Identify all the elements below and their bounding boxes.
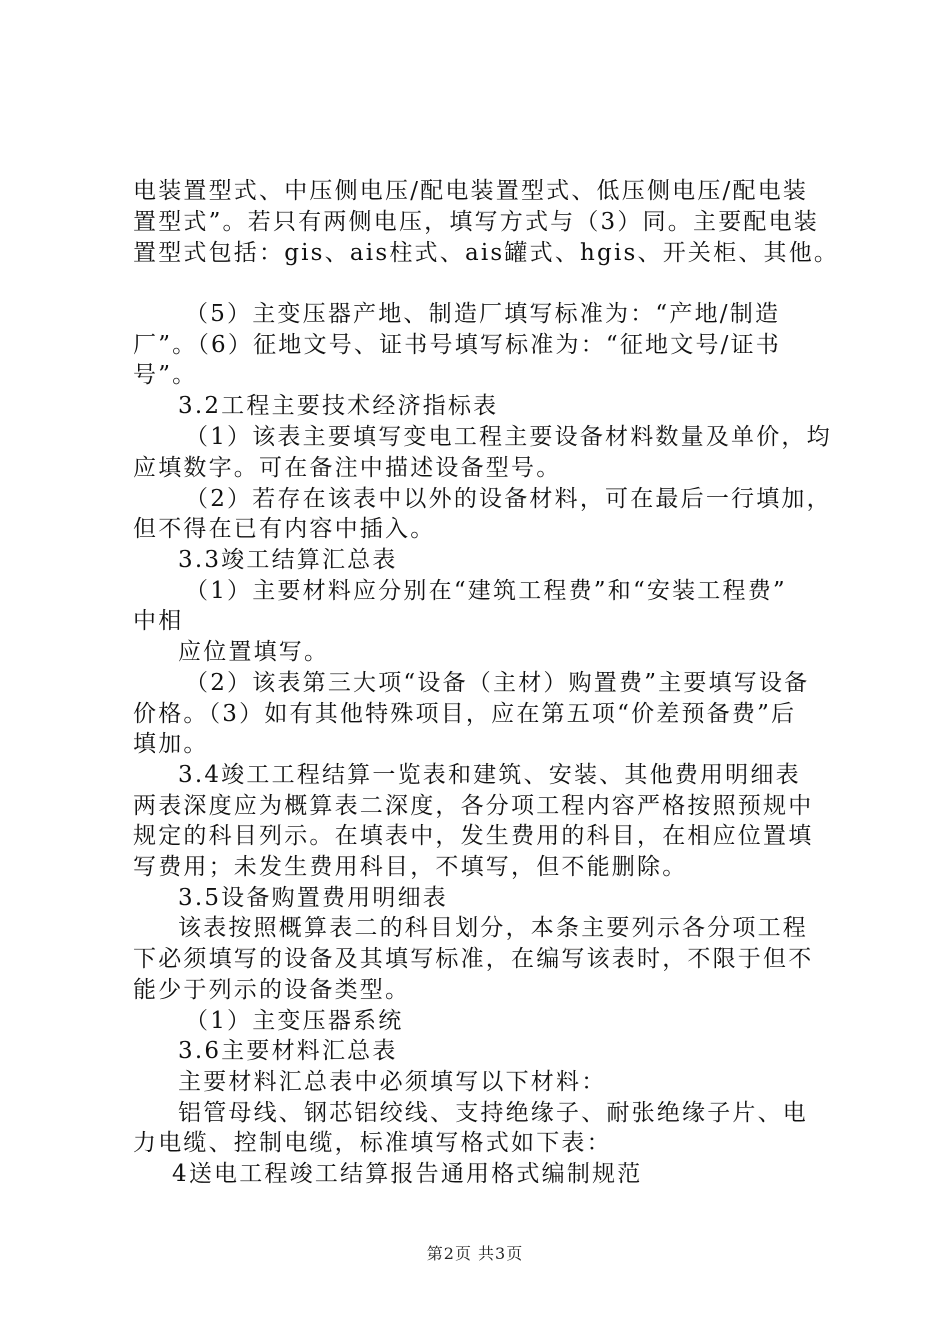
page-number-footer: 第2页 共3页	[426, 1244, 524, 1263]
paragraph-line: 置型式包括：gis、ais柱式、ais罐式、hgis、开关柜、其他。	[133, 240, 840, 266]
paragraph-line: （1）主变压器系统	[185, 1008, 404, 1034]
paragraph-line: 置型式”。若只有两侧电压，填写方式与（3）同。主要配电装	[133, 209, 819, 235]
paragraph-line: 但不得在已有内容中插入。	[133, 516, 436, 542]
paragraph-line: 号”。	[133, 362, 198, 388]
paragraph-line: 电装置型式、中压侧电压/配电装置型式、低压侧电压/配电装	[133, 178, 809, 204]
paragraph-line: 价格。（3）如有其他特殊项目，应在第五项“价差预备费”后	[133, 701, 797, 727]
section-heading: 3.5设备购置费用明细表	[178, 885, 448, 911]
section-heading: 3.4竣工工程结算一览表和建筑、安装、其他费用明细表	[178, 762, 801, 788]
paragraph-line: （2）若存在该表中以外的设备材料，可在最后一行填加，	[185, 486, 832, 512]
paragraph-line: 力电缆、控制电缆，标准填写格式如下表：	[133, 1130, 612, 1156]
paragraph-line: 两表深度应为概算表二深度，各分项工程内容严格按照预规中	[133, 793, 814, 819]
paragraph-line: 中相	[133, 608, 184, 634]
paragraph-line: （2）该表第三大项“设备（主材）购置费”主要填写设备	[185, 670, 810, 696]
paragraph-line: 应位置填写。	[178, 639, 330, 665]
paragraph-line: 厂”。（6）征地文号、证书号填写标准为：“征地文号/证书	[133, 332, 781, 358]
paragraph-line: 铝管母线、钢芯铝绞线、支持绝缘子、耐张绝缘子片、电	[178, 1100, 808, 1126]
paragraph-line: 应填数字。可在备注中描述设备型号。	[133, 455, 562, 481]
section-heading: 3.3竣工结算汇总表	[178, 547, 398, 573]
paragraph-line: 该表按照概算表二的科目划分，本条主要列示各分项工程	[178, 915, 808, 941]
paragraph-line: 填加。	[133, 731, 209, 757]
paragraph-line: 下必须填写的设备及其填写标准，在编写该表时，不限于但不	[133, 946, 814, 972]
paragraph-line: （1）该表主要填写变电工程主要设备材料数量及单价，均	[185, 424, 832, 450]
paragraph-line: 主要材料汇总表中必须填写以下材料：	[178, 1069, 607, 1095]
paragraph-line: （5）主变压器产地、制造厂填写标准为：“产地/制造	[185, 301, 781, 327]
paragraph-line: 规定的科目列示。在填表中，发生费用的科目，在相应位置填	[133, 823, 814, 849]
paragraph-line: 写费用；未发生费用科目，不填写，但不能删除。	[133, 854, 688, 880]
paragraph-line: 能少于列示的设备类型。	[133, 977, 411, 1003]
section-heading: 4送电工程竣工结算报告通用格式编制规范	[172, 1161, 643, 1187]
section-heading: 3.6主要材料汇总表	[178, 1038, 398, 1064]
section-heading: 3.2工程主要技术经济指标表	[178, 393, 499, 419]
paragraph-line: （1）主要材料应分别在“建筑工程费”和“安装工程费”	[185, 578, 787, 604]
